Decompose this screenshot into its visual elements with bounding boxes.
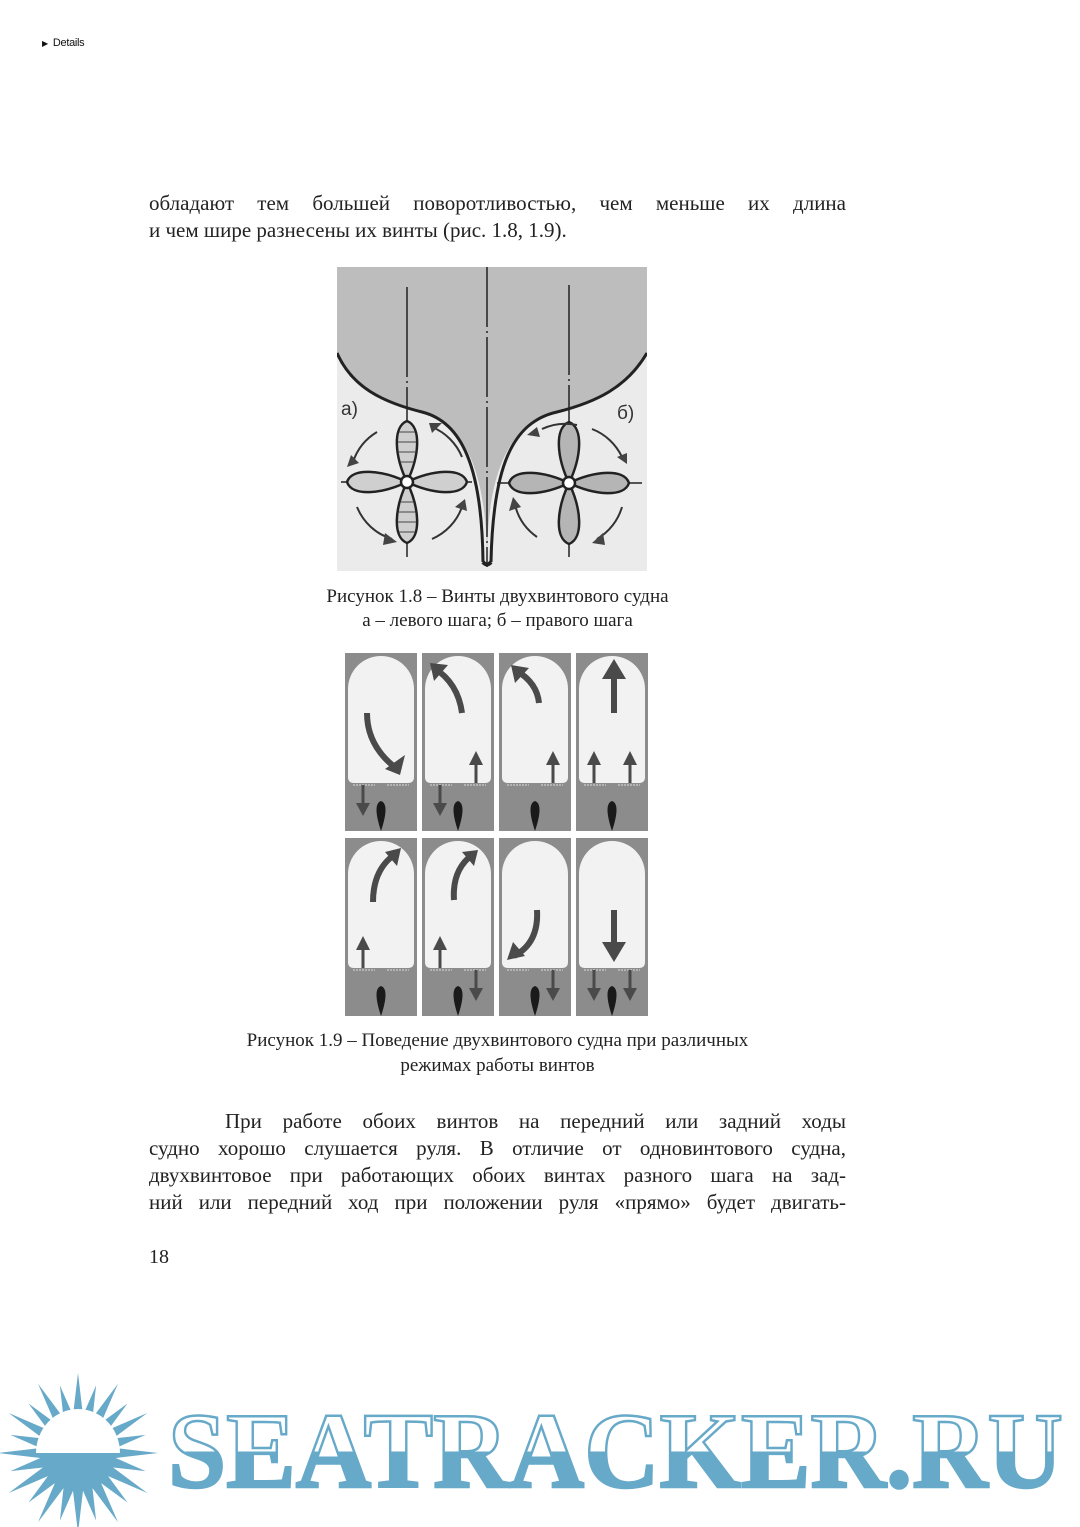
details-label: Details xyxy=(52,37,85,49)
maneuver-panel xyxy=(422,838,494,1016)
logo-text: SEATRACKER.RU xyxy=(168,1392,1063,1511)
maneuver-panel xyxy=(576,838,648,1016)
body-text-line: ний или передний ход при положении руля «прямо» будет двигать- xyxy=(149,1190,846,1214)
ship-hull xyxy=(348,656,414,783)
figure-caption: режимах работы винтов xyxy=(400,1055,595,1076)
sun-icon xyxy=(0,1373,158,1527)
figure-caption: Рисунок 1.8 – Винты двухвинтового судна xyxy=(326,586,669,607)
page-number: 18 xyxy=(149,1246,169,1268)
figure-caption: а – левого шага; б – правого шага xyxy=(362,610,633,631)
maneuver-panel xyxy=(576,653,648,831)
maneuver-panel xyxy=(422,653,494,831)
maneuver-panel xyxy=(345,653,417,831)
maneuver-panel xyxy=(345,838,417,1016)
maneuver-panel xyxy=(499,838,571,1016)
figure-1-8-propellers xyxy=(337,267,647,571)
figure-1-9-maneuvers xyxy=(345,653,648,1016)
figure-caption: Рисунок 1.9 – Поведение двухвинтового судна при различных xyxy=(246,1030,749,1051)
details-toggle[interactable] xyxy=(42,37,84,49)
seatracker-logo xyxy=(0,1365,1080,1527)
body-text-line: и чем шире разнесены их винты (рис. 1.8, 1.9). xyxy=(149,218,567,242)
body-text-line: При работе обоих винтов на передний или задний ходы xyxy=(225,1109,846,1133)
body-text-line: судно хорошо слушается руля. В отличие от одновинтового судна, xyxy=(149,1136,846,1160)
label-b: б) xyxy=(617,403,635,424)
triangle-right-icon: ▶ xyxy=(42,39,48,48)
label-a: а) xyxy=(341,399,358,420)
body-text-line: обладают тем большей поворотливостью, чем меньше их длина xyxy=(149,191,846,215)
maneuver-panel xyxy=(499,653,571,831)
body-text-line: двухвинтовое при работающих обоих винтах разного шага на зад- xyxy=(149,1163,846,1187)
